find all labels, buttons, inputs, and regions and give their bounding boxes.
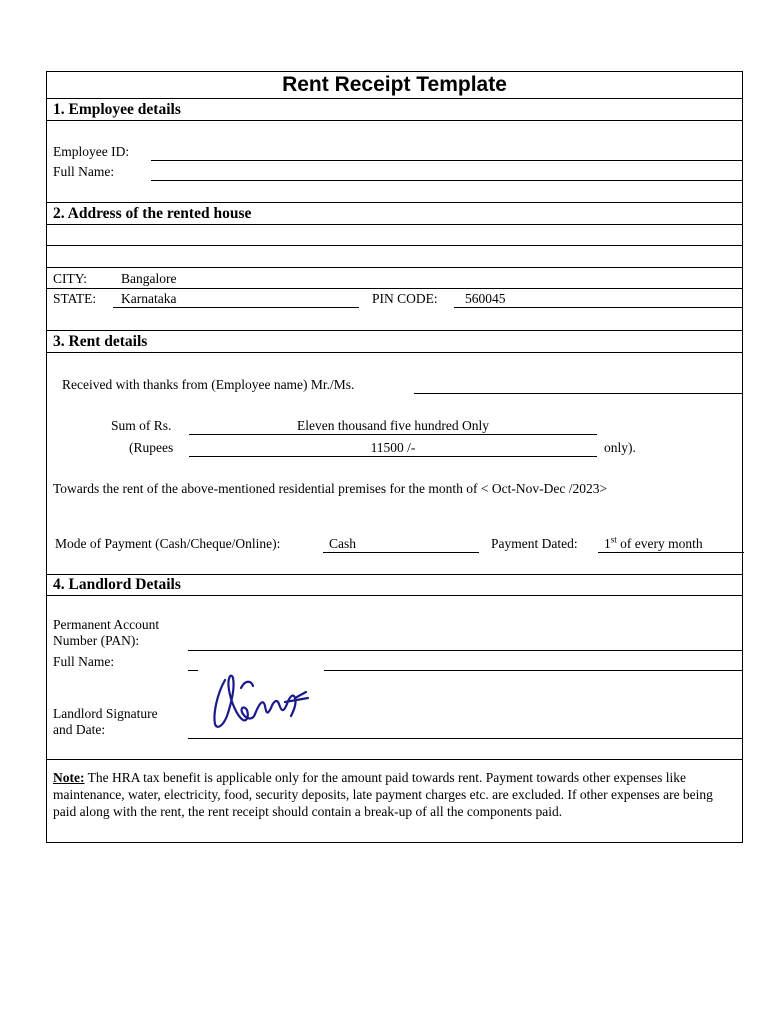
divider xyxy=(47,98,742,99)
landlord-name-field[interactable] xyxy=(324,670,742,671)
payment-dated-label: Payment Dated: xyxy=(491,536,578,551)
address-section-heading: 2. Address of the rented house xyxy=(53,205,252,222)
landlord-name-field-start[interactable] xyxy=(188,670,198,671)
received-from-label: Received with thanks from (Employee name) Mr./Ms. xyxy=(62,377,355,392)
divider xyxy=(47,574,742,575)
signature-label-line-2: and Date: xyxy=(53,722,106,737)
payment-dated-value xyxy=(604,536,703,552)
employee-name-received-field[interactable] xyxy=(414,393,742,394)
employee-id-field[interactable] xyxy=(151,160,742,161)
address-line-1-field[interactable] xyxy=(47,245,742,246)
landlord-name-label: Full Name: xyxy=(53,654,115,669)
divider xyxy=(47,330,742,331)
towards-text: Towards the rent of the above-mentioned residential premises for the month of < xyxy=(53,481,489,496)
state-field[interactable] xyxy=(113,307,359,308)
rupees-field[interactable] xyxy=(189,456,597,457)
city-label: CITY: xyxy=(53,271,88,286)
payment-dated-rest: of every month xyxy=(616,536,703,551)
pin-code-label: PIN CODE: xyxy=(372,291,438,306)
signature-label-line-1: Landlord Signature xyxy=(53,706,158,721)
state-label: STATE: xyxy=(53,291,97,306)
note xyxy=(53,769,738,820)
employee-name-field[interactable] xyxy=(151,180,742,181)
divider xyxy=(47,202,742,203)
signature-field[interactable] xyxy=(188,738,742,739)
payment-mode-field[interactable] xyxy=(323,552,479,553)
employee-id-label: Employee ID: xyxy=(53,144,130,159)
sum-label: Sum of Rs. xyxy=(111,418,172,433)
divider xyxy=(47,352,742,353)
pan-label-line-1: Permanent Account xyxy=(53,617,160,632)
rent-section-heading: 3. Rent details xyxy=(53,333,148,350)
sum-field[interactable] xyxy=(189,434,597,435)
sum-value: Eleven thousand five hundred Only xyxy=(297,418,489,433)
payment-mode-label: Mode of Payment (Cash/Cheque/Online): xyxy=(55,536,281,551)
divider xyxy=(47,224,742,225)
payment-mode-value: Cash xyxy=(329,536,356,551)
divider xyxy=(47,759,742,760)
divider xyxy=(47,595,742,596)
payment-dated-field[interactable] xyxy=(598,552,744,553)
pan-field[interactable] xyxy=(188,650,742,651)
divider xyxy=(47,120,742,121)
employee-section-heading: 1. Employee details xyxy=(53,101,181,118)
payment-day-suffix: st xyxy=(610,534,617,545)
landlord-signature xyxy=(211,670,311,734)
pin-code-field[interactable] xyxy=(454,307,742,308)
city-underline xyxy=(47,288,742,289)
rupees-label: (Rupees xyxy=(129,440,174,455)
employee-name-label: Full Name: xyxy=(53,164,115,179)
state-value: Karnataka xyxy=(121,291,177,306)
landlord-section-heading: 4. Landlord Details xyxy=(53,576,181,593)
note-label: Note: xyxy=(53,770,85,785)
towards-period-value: Oct-Nov-Dec /2023> xyxy=(491,481,608,496)
rupees-value: 11500 /- xyxy=(370,440,416,455)
towards-label xyxy=(53,481,607,497)
page-title: Rent Receipt Template xyxy=(282,73,507,96)
payment-day: 1 xyxy=(604,536,611,551)
city-value: Bangalore xyxy=(121,271,177,286)
only-label: only). xyxy=(604,440,636,455)
note-text: The HRA tax benefit is applicable only for the amount paid towards rent. Payment towards other expenses like maintenance, water, electricity, food, security deposits, late payment charges etc. are excluded. If other expenses are being paid along with the rent, the rent receipt should contain a break-up of all the components paid. xyxy=(53,770,713,819)
pin-code-value: 560045 xyxy=(465,291,506,306)
rent-receipt-form xyxy=(46,71,743,843)
pan-label-line-2: Number (PAN): xyxy=(53,633,140,648)
address-line-2-field[interactable] xyxy=(47,267,742,268)
